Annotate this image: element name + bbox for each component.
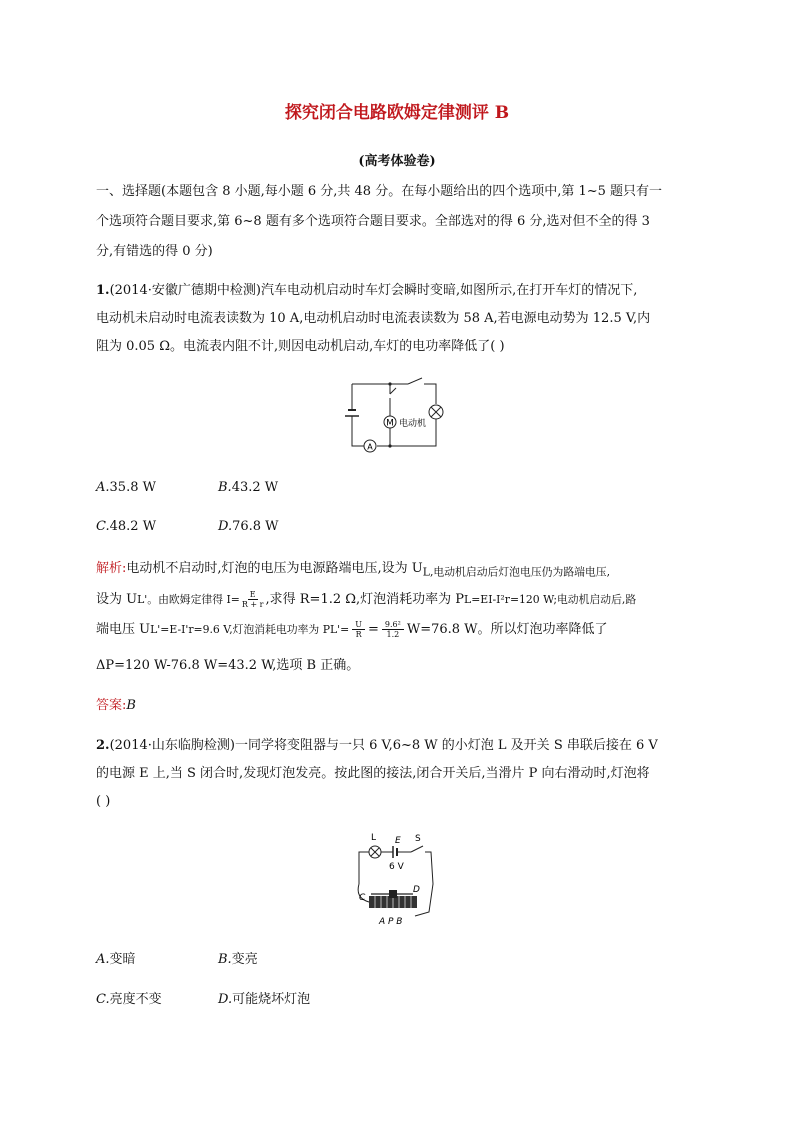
q2-line-2: 的电源 E 上,当 S 闭合时,发现灯泡发亮。按此图的接法,闭合开关后,当滑片 P 向右滑动时,灯泡将 — [96, 766, 650, 781]
analysis-label: 解析: — [96, 561, 127, 576]
q2-option-a-key: A. — [96, 952, 110, 967]
analysis-text-3d: = — [367, 621, 379, 637]
q2-option-d-text: 可能烧坏灯泡 — [232, 992, 311, 1007]
rheostat-coil — [369, 890, 417, 908]
q1-option-d-key: D. — [218, 519, 233, 534]
analysis-text-1b: L,电动机启动后灯泡电压仍为路端电压, — [422, 565, 611, 579]
q2-line-1 — [96, 737, 658, 755]
q1-option-b-key: B. — [218, 480, 232, 495]
fraction3-num: 9.6² — [382, 620, 404, 630]
page-subtitle: (高考体验卷) — [358, 154, 436, 169]
label-s: S — [415, 834, 421, 844]
label-d: D — [413, 885, 420, 895]
fraction1-num: E — [249, 590, 256, 599]
fraction-96sq-over-12 — [382, 620, 404, 639]
q2-option-a-text: 变暗 — [109, 952, 136, 967]
q1-option-a-text: 35.8 W — [109, 480, 156, 495]
q1-option-a[interactable] — [96, 480, 156, 495]
analysis-text-3b: L'=E-I'r=9.6 V,灯泡消耗电功率为 P — [150, 622, 330, 636]
q1-option-b[interactable] — [218, 480, 278, 495]
page-title: 探究闭合电路欧姆定律测评 B — [284, 103, 510, 123]
q1-option-a-key: A. — [96, 480, 110, 495]
q2-option-d[interactable] — [218, 988, 310, 1007]
answer-label: 答案: — [96, 698, 127, 713]
label-e: E — [395, 836, 401, 846]
fraction-e-over-r-plus-r — [242, 590, 264, 609]
label-apb: A P B — [379, 917, 403, 927]
analysis-text-3c: L'= — [329, 622, 350, 636]
fraction-u-over-r — [352, 620, 365, 639]
q1-option-c-key: C. — [96, 519, 110, 534]
q1-line-2: 电动机未启动时电流表读数为 10 A,电动机启动时电流表读数为 58 A,若电源电动势为 12.5 V,内 — [96, 311, 651, 326]
analysis-line-3 — [96, 620, 608, 639]
analysis-text-2b: L'。由欧姆定律得 I= — [137, 592, 240, 606]
label-l: L — [371, 833, 377, 843]
analysis-text-3a: 端电压 U — [96, 621, 151, 637]
q1-option-c[interactable] — [96, 519, 156, 534]
q1-option-d[interactable] — [218, 519, 279, 534]
q2-option-d-key: D. — [218, 992, 233, 1007]
label-c: C — [359, 893, 366, 903]
q2-option-c-key: C. — [96, 992, 110, 1007]
section-instructions-line-1: 一、选择题(本题包含 8 小题,每小题 6 分,共 48 分。在每小题给出的四个选项中,第 1~5 题只有一 — [96, 184, 663, 199]
q1-line-3: 阻为 0.05 Ω。电流表内阻不计,则因电动机启动,车灯的电功率降低了( ) — [96, 339, 505, 354]
analysis-text-2c: ,求得 R=1.2 Ω,灯泡消耗功率为 P — [265, 591, 465, 607]
section-instructions-line-3: 分,有错选的得 0 分) — [96, 244, 213, 259]
analysis-line-1 — [96, 560, 610, 582]
analysis-text-2a: 设为 U — [96, 591, 138, 607]
q2-option-b[interactable] — [218, 948, 258, 967]
q2-line-3: ( ) — [96, 794, 111, 809]
analysis-text-2d: L=EI-I²r=120 W;电动机启动后,路 — [464, 592, 637, 606]
q1-option-c-text: 48.2 W — [109, 519, 157, 534]
q1-option-d-text: 76.8 W — [232, 519, 279, 534]
motor-label: 电动机 — [399, 419, 427, 429]
fraction3-den: 1.2 — [386, 630, 400, 639]
fraction2-num: U — [352, 620, 365, 630]
q1-text-1: (2014·安徽广德期中检测)汽车电动机启动时车灯会瞬时变暗,如图所示,在打开车灯的情况下, — [109, 283, 638, 298]
q2-option-c-text: 亮度不变 — [109, 992, 162, 1007]
section-instructions-line-2: 个选项符合题目要求,第 6~8 题有多个选项符合题目要求。全部选对的得 6 分,选对但不全的得 3 — [96, 214, 650, 229]
analysis-line-2 — [96, 590, 636, 609]
q2-option-a[interactable] — [96, 948, 136, 967]
analysis-line-4: ΔP=120 W-76.8 W=43.2 W,选项 B 正确。 — [96, 658, 360, 673]
fraction2-den: R — [355, 630, 362, 639]
label-voltage: 6 V — [389, 862, 404, 872]
q1-option-b-text: 43.2 W — [231, 480, 279, 495]
q2-text-1: (2014·山东临朐检测)一同学将变阻器与一只 6 V,6~8 W 的小灯泡 L 及开关 S 串联后接在 6 V — [109, 738, 658, 753]
q2-option-b-key: B. — [218, 952, 232, 967]
ammeter-symbol: A — [367, 442, 373, 452]
q1-number: 1. — [96, 283, 110, 298]
q1-line-1 — [96, 282, 637, 300]
q2-rheostat-circuit-figure — [353, 828, 439, 928]
analysis-text-3e: W=76.8 W。所以灯泡功率降低了 — [406, 621, 608, 637]
answer-value: B — [126, 698, 136, 713]
q2-option-b-text: 变亮 — [231, 952, 258, 967]
q1-circuit-figure — [340, 376, 450, 456]
fraction1-den: R + r — [241, 600, 264, 609]
analysis-text-1a: 电动机不启动时,灯泡的电压为电源路端电压,设为 U — [126, 561, 423, 576]
q2-number: 2. — [96, 738, 110, 753]
answer-line — [96, 697, 136, 715]
motor-symbol: M — [386, 418, 394, 429]
q2-option-c[interactable] — [96, 988, 162, 1007]
